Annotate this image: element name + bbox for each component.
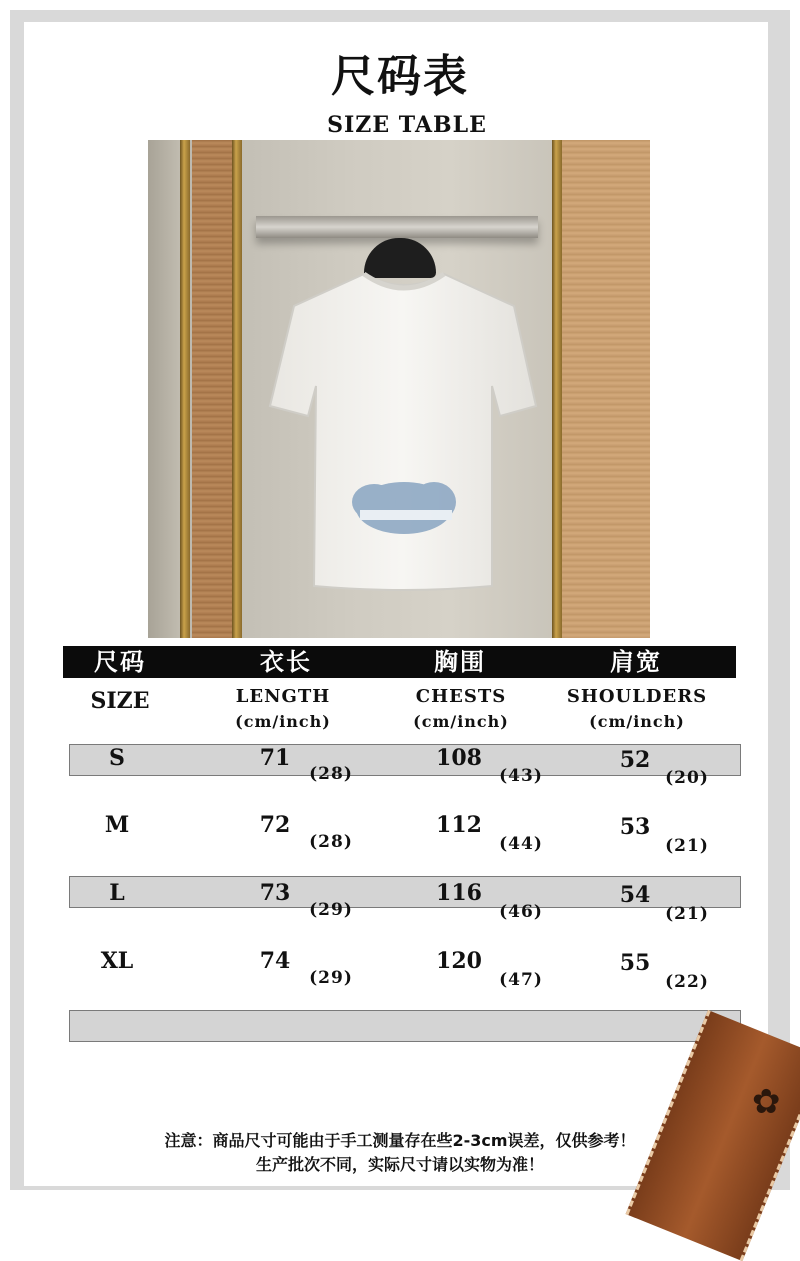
photo-gold-rail-left [180,140,190,638]
size-cell: XL [100,948,134,974]
length-inch: (28) [309,764,353,784]
header-size-cn: 尺码 [94,648,146,676]
length-inch: (28) [309,832,353,852]
chest-cm: 112 [436,812,482,838]
header-shoulder-cn: 肩宽 [610,648,662,676]
length-inch: (29) [309,968,353,988]
unit-length: (cm/inch) [235,712,331,731]
header-length-en: LENGTH [235,686,331,707]
header-chest-en: CHESTS [415,686,507,707]
size-cell: M [104,812,130,838]
chest-cm: 108 [436,745,482,771]
header-length-cn: 衣长 [260,648,312,676]
row-stripe-empty [69,1010,741,1042]
shoulder-inch: (22) [665,972,709,992]
size-cell: S [109,745,125,771]
shoulder-cm: 52 [619,747,651,773]
length-inch: (29) [309,900,353,920]
flower-monogram-icon: ✿ [752,1082,781,1122]
note-line-1: 注意：商品尺寸可能由于手工测量存在些2-3cm误差，仅供参考！ [164,1131,636,1150]
length-cm: 71 [259,745,291,771]
length-cm: 72 [259,812,291,838]
header-chest-cn: 胸围 [434,648,486,676]
tshirt-icon [264,266,544,596]
photo-shelf [256,216,538,238]
shoulder-cm: 54 [619,882,651,908]
shoulder-cm: 55 [619,950,651,976]
photo-gold-rail-inner [232,140,242,638]
shoulder-inch: (20) [665,768,709,788]
shoulder-cm: 53 [619,814,651,840]
header-shoulder-en: SHOULDERS [566,686,708,707]
header-size-en: SIZE [90,688,150,714]
unit-shoulder: (cm/inch) [589,712,685,731]
shoulder-inch: (21) [665,904,709,924]
unit-chest: (cm/inch) [413,712,509,731]
page-title-cn: 尺码表 [331,51,469,102]
chest-cm: 120 [436,948,482,974]
note-line-2: 生产批次不同，实际尺寸请以实物为准！ [255,1155,544,1174]
chest-inch: (44) [499,834,543,854]
chest-cm: 116 [436,880,482,906]
shoulder-inch: (21) [665,836,709,856]
length-cm: 73 [259,880,291,906]
photo-wood-panel [192,140,234,638]
chest-inch: (43) [499,766,543,786]
chest-inch: (47) [499,970,543,990]
product-photo [148,140,650,638]
chest-inch: (46) [499,902,543,922]
length-cm: 74 [259,948,291,974]
photo-wood-panel-right [560,140,650,638]
size-cell: L [109,880,125,906]
page-title-en: SIZE TABLE [327,112,487,138]
photo-gold-rail-right [552,140,562,638]
